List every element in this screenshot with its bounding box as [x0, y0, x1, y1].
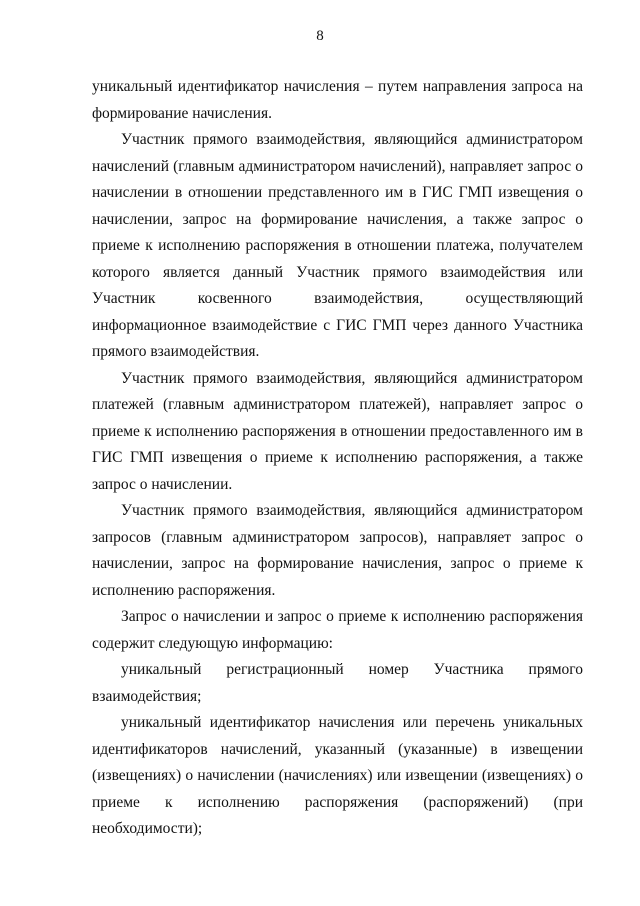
list-item-accrual-identifier: уникальный идентификатор начисления или перечень уникальных идентификаторов начислений, указанный (указанные) в извещении (извещениях) о начислении (начислениях) или извещении (извещениях) о приеме к исполнению распоряжения (распоряжений) (при необходимости); [92, 714, 583, 837]
document-body [92, 74, 583, 843]
paragraph-requests-admin: Участник прямого взаимодействия, являющийся администратором запросов (главным администратором запросов), направляет запрос о начислении, запрос на формирование начисления, запрос о приеме к исполнению распоряжения. [92, 502, 583, 599]
paragraph-continuation: уникальный идентификатор начисления – путем направления запроса на формирование начисления. [92, 78, 583, 122]
paragraph-payments-admin: Участник прямого взаимодействия, являющийся администратором платежей (главным администратором платежей), направляет запрос о приеме к исполнению распоряжения в отношении предоставленного им в ГИС ГМП извещения о приеме к исполнению распоряжения, а также запрос о начислении. [92, 369, 583, 493]
paragraph-accruals-admin: Участник прямого взаимодействия, являющийся администратором начислений (главным администратором начислений), направляет запрос о начислении в отношении представленного им в ГИС ГМП извещения о начислении, запрос на формирование начисления, а также запрос о приеме к исполнению распоряжения в отношении платежа, получателем которого является данный Участник прямого взаимодействия или Участник косвенного взаимодействия, осуществляющий информационное взаимодействие с ГИС ГМП через данного Участника прямого взаимодействия. [92, 131, 583, 360]
list-item-registration-number: уникальный регистрационный номер Участника прямого взаимодействия; [92, 661, 583, 705]
paragraph-request-contents: Запрос о начислении и запрос о приеме к исполнению распоряжения содержит следующую информацию: [92, 608, 583, 652]
page-number: 8 [316, 28, 324, 44]
